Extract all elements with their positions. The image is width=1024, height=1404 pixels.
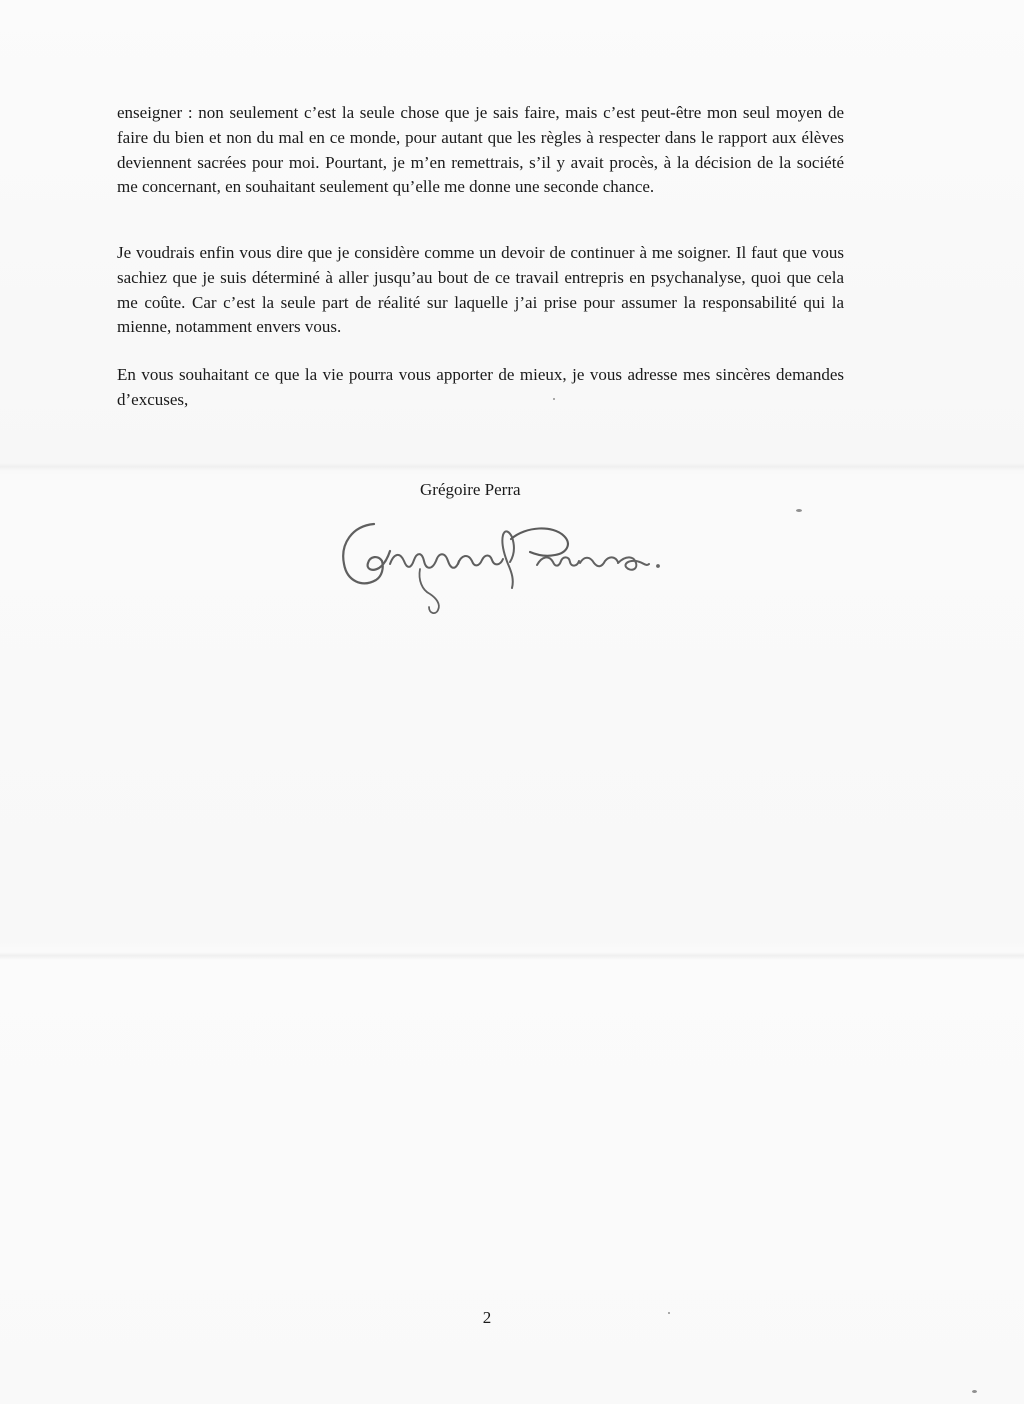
letter-paragraph-1: enseigner : non seulement c’est la seule chose que je sais faire, mais c’est peut-être mon seul moyen de faire du bien et non du mal en ce monde, pour autant que les règles à respecter dans le rapport aux élèves deviennent sacrées pour moi. Pourtant, je m’en remettrais, s’il y avait procès, à la décision de la société me concernant, en souhaitant seulement qu’elle me donne une seconde chance. bbox=[117, 103, 844, 197]
paper-speck bbox=[796, 509, 802, 512]
paper-speck bbox=[668, 1312, 670, 1314]
typed-signature-name: Grégoire Perra bbox=[420, 480, 521, 499]
letter-paragraph-3: En vous souhaitant ce que la vie pourra vous apporter de mieux, je vous adresse mes sincères demandes d’excuses, bbox=[117, 365, 844, 409]
paper-fold-bottom bbox=[0, 952, 1024, 960]
paper-speck bbox=[972, 1390, 977, 1393]
paper-fold-top bbox=[0, 463, 1024, 471]
paper-speck bbox=[553, 398, 555, 400]
letter-paragraph-2: Je voudrais enfin vous dire que je considère comme un devoir de continuer à me soigner. Il faut que vous sachiez que je suis déterminé à aller jusqu’au bout de ce travail entrepris en psychanalyse, quoi que cela me coûte. Car c’est la seule part de réalité sur laquelle j’ai prise pour assumer la responsabilité qui la mienne, notamment envers vous. bbox=[117, 243, 844, 337]
handwritten-signature bbox=[332, 506, 677, 616]
page-number: 2 bbox=[482, 1308, 492, 1327]
